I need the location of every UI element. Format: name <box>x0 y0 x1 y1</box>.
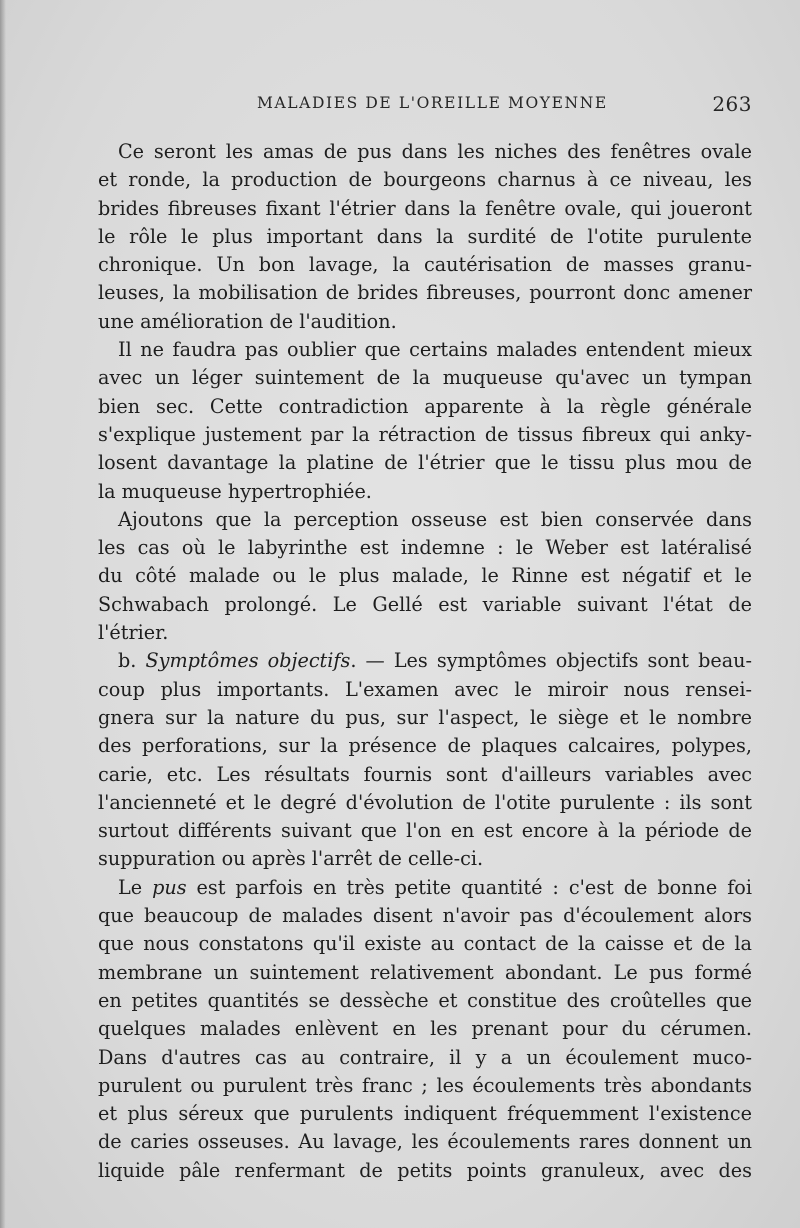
text-line: des perforations, sur la présence de plaques calcaires, polypes, <box>98 734 752 758</box>
lead-prefix: Le <box>118 875 153 899</box>
text-line: losent davantage la platine de l'étrier que le tissu plus mou de <box>98 451 752 475</box>
text-line: de caries osseuses. Au lavage, les écoulements rares donnent un <box>98 1130 752 1154</box>
text-line: avec un léger suintement de la muqueuse qu'avec un tympan <box>98 366 752 390</box>
text-line: liquide pâle renfermant de petits points granuleux, avec des <box>98 1158 752 1182</box>
page-body <box>98 138 752 1185</box>
paragraph <box>98 336 752 506</box>
text-line: l'étrier. <box>98 621 169 645</box>
text-line: les cas où le labyrinthe est indemne : le Weber est latéralisé <box>98 536 752 560</box>
text-line-lead <box>98 647 752 675</box>
text-line: en petites quantités se dessèche et constitue des croûtelles que <box>98 988 752 1012</box>
text-line-lead <box>98 874 752 902</box>
text-line: quelques malades enlèvent en les prenant pour du cérumen. <box>98 1017 752 1041</box>
text-line: une amélioration de l'audition. <box>98 309 397 333</box>
text-line: leuses, la mobilisation de brides fibreuses, pourront donc amener <box>98 281 752 305</box>
page-header <box>0 94 800 122</box>
text-line: carie, etc. Les résultats fournis sont d'ailleurs variables avec <box>98 762 752 786</box>
page-number: 263 <box>712 92 752 116</box>
text-line: que nous constatons qu'il existe au contact de la caisse et de la <box>98 932 752 956</box>
paragraph <box>98 647 752 873</box>
text-line: Schwabach prolongé. Le Gellé est variable suivant l'état de <box>98 592 752 616</box>
text-line: coup plus importants. L'examen avec le miroir nous rensei- <box>98 677 752 701</box>
text-line: brides fibreuses fixant l'étrier dans la fenêtre ovale, qui joueront <box>98 196 752 220</box>
paragraph <box>98 138 752 336</box>
text-line: Dans d'autres cas au contraire, il y a un écoulement muco- <box>98 1045 752 1069</box>
text-line: l'ancienneté et le degré d'évolution de l'otite purulente : ils sont <box>98 790 752 814</box>
text-line: du côté malade ou le plus malade, le Rinne est négatif et le <box>98 564 752 588</box>
text-line: Ajoutons que la perception osseuse est bien conservée dans <box>118 507 752 531</box>
lead-rest: . — Les symptômes objectifs sont beau- <box>350 649 752 673</box>
text-line: le rôle le plus important dans la surdité de l'otite purulente <box>98 224 752 248</box>
text-line: chronique. Un bon lavage, la cautérisation de masses granu- <box>98 253 752 277</box>
text-line: suppuration ou après l'arrêt de celle-ci. <box>98 847 484 871</box>
text-line: et plus séreux que purulents indiquent fréquemment l'existence <box>98 1102 752 1126</box>
text-line: Il ne faudra pas oublier que certains malades entendent mieux <box>118 338 752 362</box>
text-line: surtout différents suivant que l'on en est encore à la période de <box>98 819 752 843</box>
text-line: purulent ou purulent très franc ; les écoulements très abondants <box>98 1073 752 1097</box>
text-line: s'explique justement par la rétraction de tissus fibreux qui anky- <box>98 422 752 446</box>
text-line: gnera sur la nature du pus, sur l'aspect, le siège et le nombre <box>98 705 752 729</box>
paragraph <box>98 506 752 647</box>
text-line: Ce seront les amas de pus dans les niches des fenêtres ovale <box>118 140 752 163</box>
text-line: que beaucoup de malades disent n'avoir pas d'écoulement alors <box>98 904 752 928</box>
lead-rest: est parfois en très petite quantité : c'est de bonne foi <box>186 875 752 899</box>
paragraph <box>98 874 752 1185</box>
text-line: la muqueuse hypertrophiée. <box>98 479 372 503</box>
text-line: et ronde, la production de bourgeons charnus à ce niveau, les <box>98 168 752 192</box>
text-line: membrane un suintement relativement abondant. Le pus formé <box>98 960 752 984</box>
text-line: bien sec. Cette contradiction apparente à la règle générale <box>98 394 752 418</box>
page-edge-shadow <box>0 0 6 1228</box>
running-head: MALADIES DE L'OREILLE MOYENNE <box>257 94 608 112</box>
emphasized-term: pus <box>152 875 187 899</box>
section-heading-italic: Symptômes objectifs <box>145 649 351 673</box>
lead-prefix: b. <box>118 649 146 673</box>
